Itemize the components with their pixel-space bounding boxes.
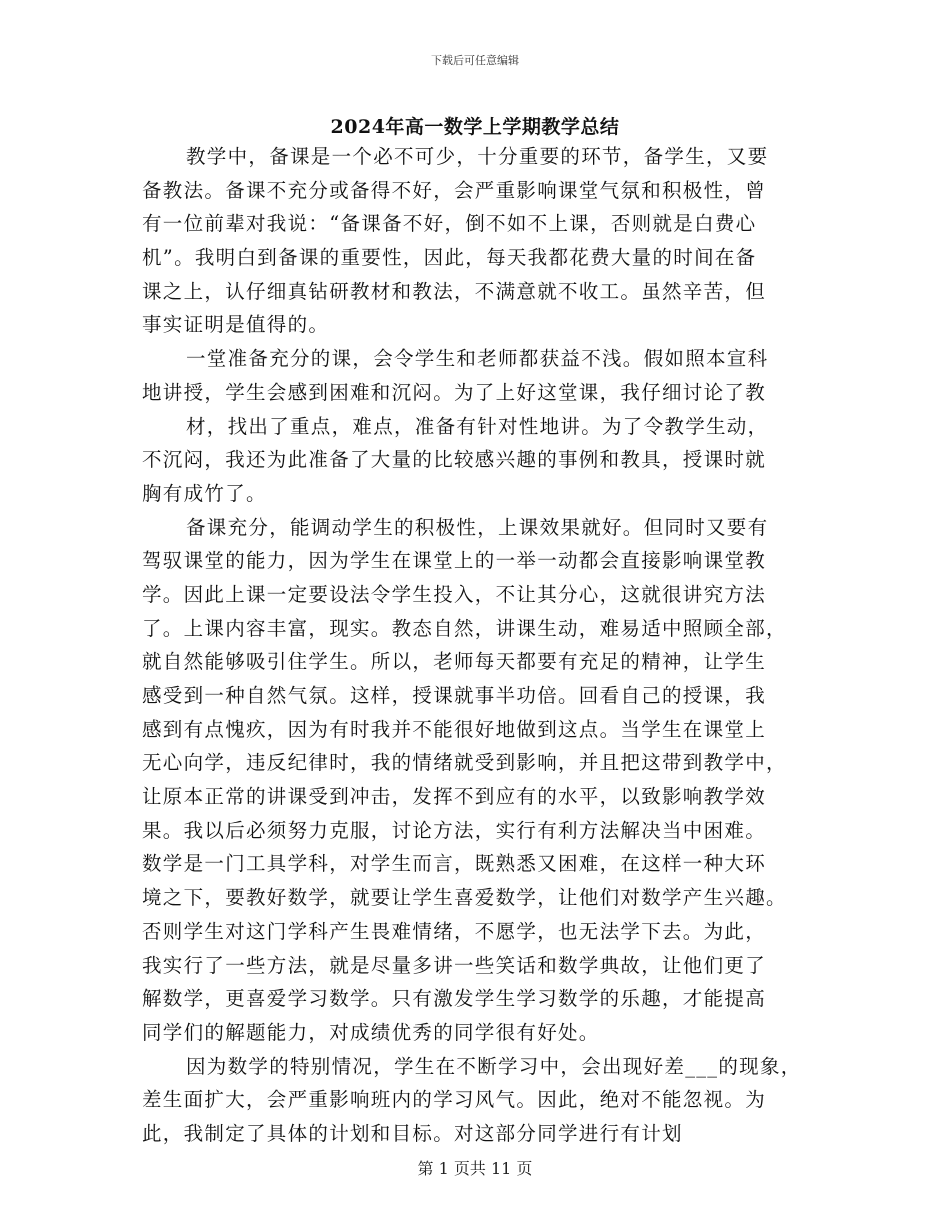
body-line: 不沉闷，我还为此准备了大量的比较感兴趣的事例和教具，授课时就 [142,448,767,472]
body-line: 差生面扩大，会严重影响班内的学习风气。因此，绝对不能忽视。为 [142,1088,767,1112]
body-line: 无心向学，违反纪律时，我的情绪就受到影响，并且把这带到教学中， [142,751,787,775]
body-line: 材，找出了重点，难点，准备有针对性地讲。为了令教学生动， [186,414,769,438]
body-line: 有一位前辈对我说：“备课备不好，倒不如不上课，否则就是白费心 [142,212,757,236]
body-line: 感受到一种自然气氛。这样，授课就事半功倍。回看自己的授课，我 [142,684,767,707]
body-line: 同学们的解题能力，对成绩优秀的同学很有好处。 [142,1020,600,1044]
body-line: 备课充分，能调动学生的积极性，上课效果就好。但同时又要有 [186,515,769,539]
body-line: 让原本正常的讲课受到冲击，发挥不到应有的水平，以致影响教学效 [142,785,767,809]
page-footer: 第 1 页共 11 页 [417,1159,533,1178]
body-line: 果。我以后必须努力克服，讨论方法，实行有利方法解决当中困难。 [142,818,767,842]
page-header: 下载后可任意编辑 [431,54,519,67]
body-line: 一堂准备充分的课，会令学生和老师都获益不浅。假如照本宣科 [186,347,769,371]
body-line: 机”。我明白到备课的重要性，因此，每天我都花费大量的时间在备 [142,246,757,270]
body-line: 我实行了一些方法，就是尽量多讲一些笑话和数学典故，让他们更了 [142,953,767,977]
body-line: 了。上课内容丰富，现实。教态自然，讲课生动，难易适中照顾全部， [142,616,787,640]
document-title: 2024年高一数学上学期教学总结 [330,116,620,138]
body-line: 境之下，要教好数学，就要让学生喜爱数学，让他们对数学产生兴趣。 [142,886,787,910]
body-line: 就自然能够吸引住学生。所以，老师每天都要有充足的精神，让学生 [142,650,767,674]
body-line: 因为数学的特别情况，学生在不断学习中，会出现好差___的现象， [186,1054,802,1078]
body-line: 地讲授，学生会感到困难和沉闷。为了上好这堂课，我仔细讨论了教 [142,380,767,404]
body-line: 否则学生对这门学科产生畏难情绪，不愿学，也无法学下去。为此， [142,919,767,943]
body-line: 此，我制定了具体的计划和目标。对这部分同学进行有计划 [142,1121,683,1145]
body-line: 事实证明是值得的。 [142,313,330,337]
body-line: 课之上，认仔细真钻研教材和教法，不满意就不收工。虽然辛苦，但 [142,279,767,303]
body-line: 胸有成竹了。 [142,481,267,505]
body-line: 解数学，更喜爱学习数学。只有激发学生学习数学的乐趣，才能提高 [142,987,767,1011]
document-body [142,140,802,1151]
body-line: 学。因此上课一定要设法令学生投入，不让其分心，这就很讲究方法 [142,582,767,606]
body-line: 感到有点愧疚，因为有时我并不能很好地做到这点。当学生在课堂上 [142,717,767,741]
body-line: 备教法。备课不充分或备得不好，会严重影响课堂气氛和积极性，曾 [142,178,767,202]
body-line: 数学是一门工具学科，对学生而言，既熟悉又困难，在这样一种大环 [142,852,767,876]
body-line: 教学中，备课是一个必不可少，十分重要的环节，备学生，又要 [186,145,769,168]
body-line: 驾驭课堂的能力，因为学生在课堂上的一举一动都会直接影响课堂教 [142,549,767,573]
